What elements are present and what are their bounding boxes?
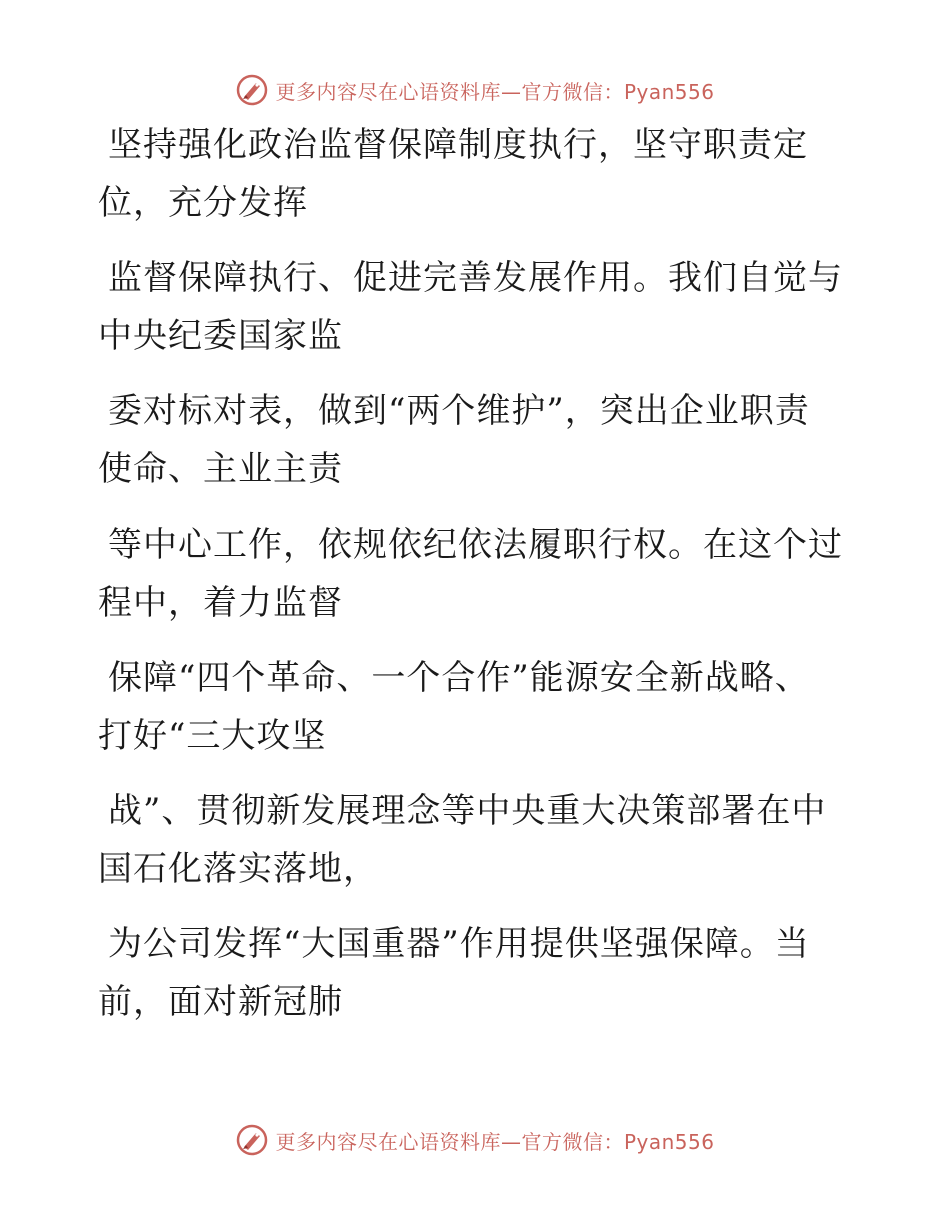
pen-nib-logo-icon (235, 1123, 269, 1157)
paragraph-line: 战”、贯彻新发展理念等中央重大决策部署在中 (108, 791, 827, 831)
paragraph-line: 前，面对新冠肺 (98, 982, 343, 1022)
paragraph-3 (98, 382, 858, 498)
paragraph-line: 监督保障执行、促进完善发展作用。我们自觉与 (108, 258, 843, 298)
paragraph-5 (98, 649, 858, 765)
paragraph-line: 委对标对表，做到“两个维护”，突出企业职责 (108, 391, 810, 431)
paragraph-line: 坚持强化政治监督保障制度执行，坚守职责定 (108, 125, 808, 165)
header-watermark (0, 70, 950, 110)
pen-nib-logo-icon (235, 73, 269, 107)
paragraph-line: 等中心工作，依规依纪依法履职行权。在这个过 (108, 525, 843, 565)
paragraph-line: 保障“四个革命、一个合作”能源安全新战略、 (108, 658, 810, 698)
paragraph-line: 国石化落实落地， (98, 849, 378, 889)
paragraph-4 (98, 516, 858, 632)
paragraph-line: 中央纪委国家监 (98, 316, 343, 356)
paragraph-line: 位，充分发挥 (98, 183, 308, 223)
paragraph-line: 为公司发挥“大国重器”作用提供坚强保障。当 (108, 924, 810, 964)
watermark-text: 更多内容尽在心语资料库—官方微信：Pyan556 (275, 79, 715, 104)
paragraph-line: 使命、主业主责 (98, 449, 343, 489)
paragraph-line: 打好“三大攻坚 (98, 716, 327, 756)
paragraph-line: 程中，着力监督 (98, 583, 343, 623)
footer-watermark (0, 1120, 950, 1160)
paragraph-1 (98, 116, 858, 232)
watermark-text: 更多内容尽在心语资料库—官方微信：Pyan556 (275, 1129, 715, 1154)
paragraph-7 (98, 915, 858, 1031)
paragraph-2 (98, 249, 858, 365)
paragraph-6 (98, 782, 858, 898)
